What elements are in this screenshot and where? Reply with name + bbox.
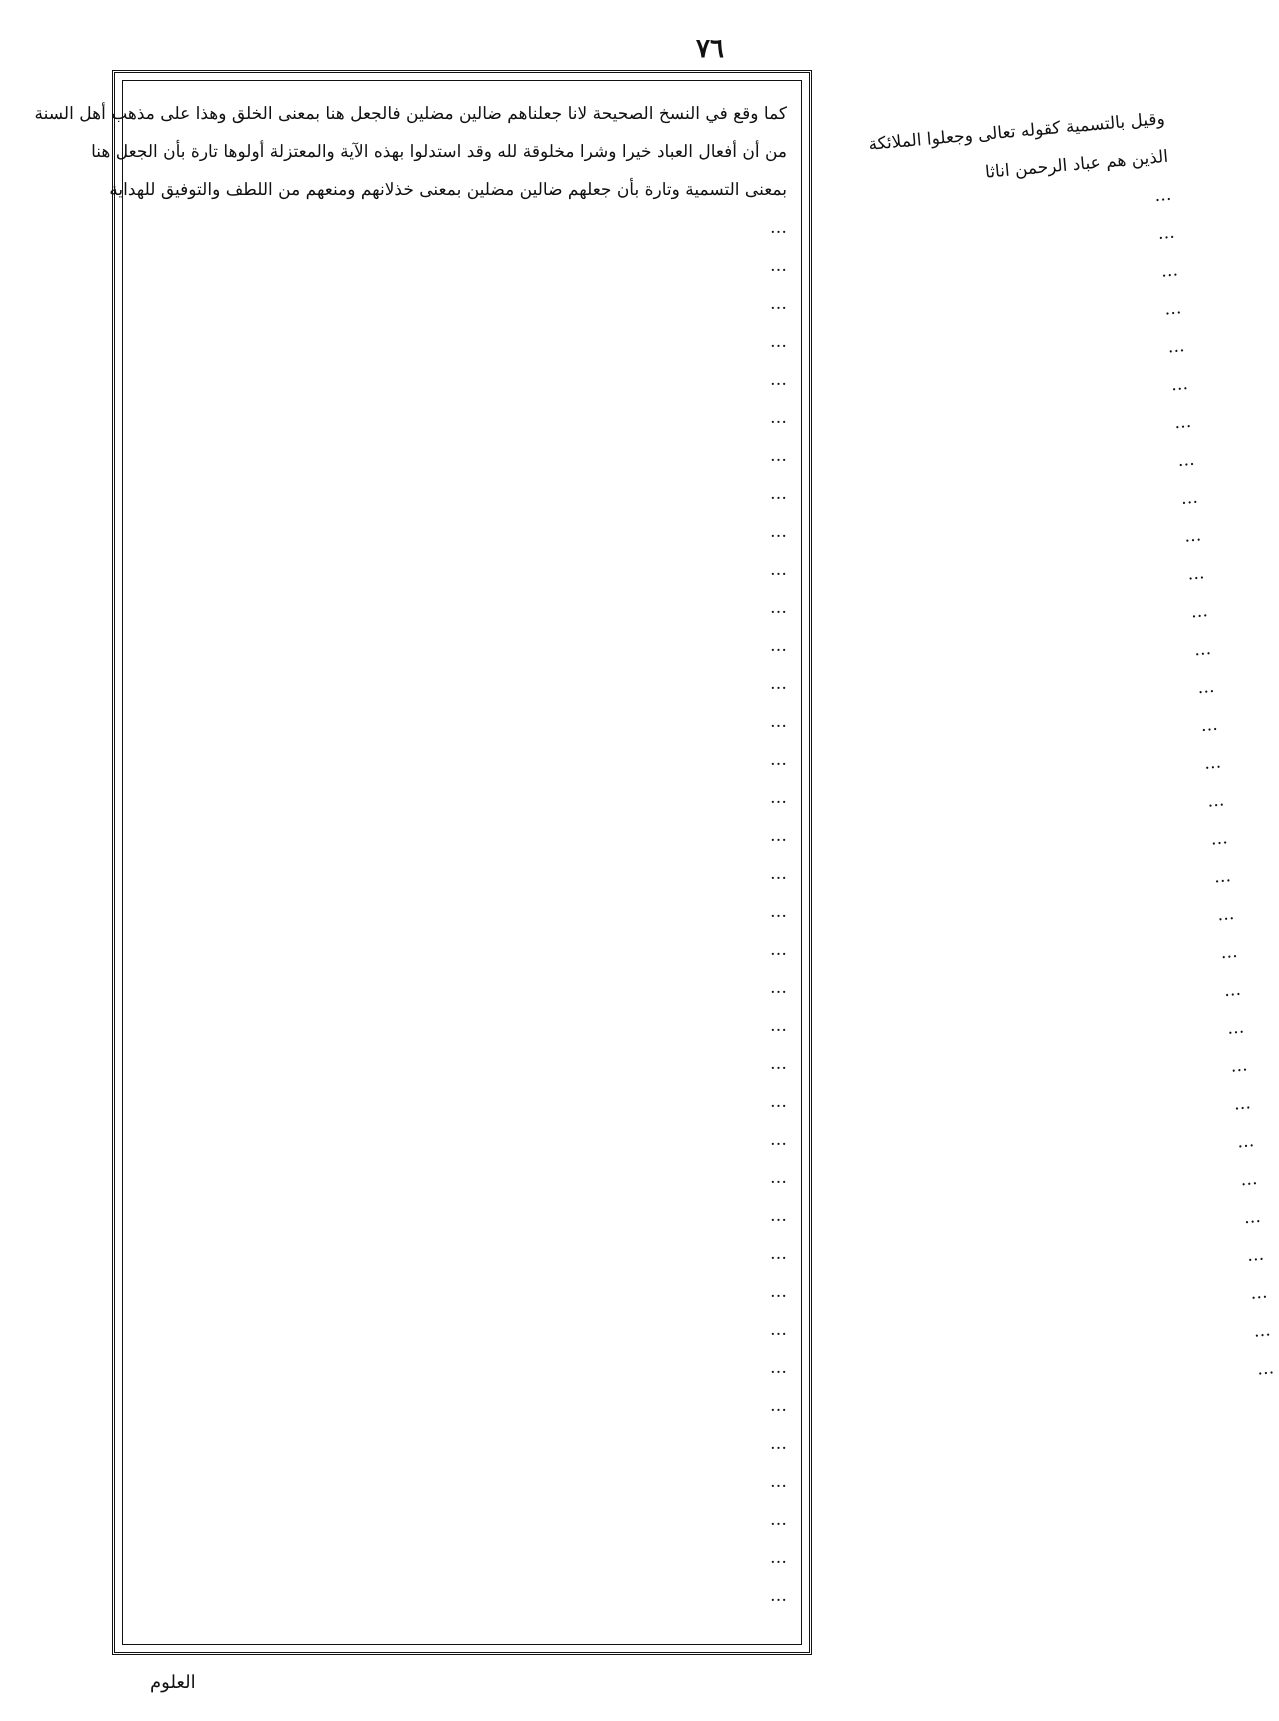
margin-text-line: … [1179,487,1199,509]
main-text-line: … [770,1320,787,1340]
margin-text-line: … [1189,601,1209,623]
main-text-line: … [770,712,787,732]
margin-text-line: … [1216,903,1236,926]
main-text-line: … [770,256,787,276]
margin-text-line: … [1193,638,1212,661]
margin-text-line: … [1256,1358,1275,1380]
margin-text-line: … [1249,1282,1269,1304]
main-text-line: … [770,1168,787,1188]
main-text-line: كما وقع في النسخ الصحيحة لانا جعلناهم ضالين مضلين فالجعل هنا بمعنى الخلق وهذا على مذهب أهل السنة [34,104,787,124]
main-text-line: … [770,636,787,656]
main-text-line: … [770,1472,787,1492]
main-text-line: … [770,1244,787,1264]
main-text-line: … [770,1206,787,1226]
main-text-line: … [770,294,787,314]
margin-text-line: … [1229,1055,1249,1077]
main-text-line: … [770,408,787,428]
main-text-line: … [770,522,787,542]
main-text-line: … [770,826,787,846]
margin-text-line: … [1219,941,1239,964]
main-text-block [34,95,787,1630]
main-text-line: … [770,446,787,466]
margin-text-line: … [1203,752,1222,774]
margin-text-line: … [1156,222,1176,244]
main-text-frame [34,70,812,1655]
main-text-line: … [770,1586,787,1606]
main-text-line: … [770,1054,787,1074]
main-text-line: … [770,1510,787,1530]
margin-text-line: … [1236,1131,1255,1153]
margin-text-line: وقيل بالتسمية كقوله تعالى وجعلوا الملائكة [867,108,1166,155]
margin-text-line: الذين هم عباد الرحمن اناثا [984,146,1169,183]
main-text-line: بمعنى التسمية وتارة بأن جعلهم ضالين مضلين بمعنى خذلانهم ومنعهم من اللطف والتوفيق للهداية [109,180,787,200]
margin-text-line: … [1199,714,1219,737]
margin-text-line: … [1160,260,1179,282]
margin-text-line: … [1170,373,1189,396]
margin-text-line: … [1226,1017,1246,1039]
main-text-line: … [770,940,787,960]
margin-text-line: … [1246,1244,1265,1267]
main-text-line: … [770,1358,787,1378]
margin-text-line: … [1173,411,1193,434]
main-text-line: من أن أفعال العباد خيرا وشرا مخلوقة لله وقد استدلوا بهذه الآية والمعتزلة أولوها تارة بأن الجعل هنا [91,142,787,162]
margin-text-line: … [1223,979,1242,1002]
margin-text-line: … [1213,866,1232,888]
main-text-line: … [770,1130,787,1150]
margin-text-line: … [1153,184,1173,207]
main-text-line: … [770,1282,787,1302]
margin-commentary [829,100,1279,1454]
margin-text-line: … [1209,828,1229,850]
margin-text-line: … [1239,1168,1259,1191]
margin-text-line: … [1232,1093,1252,1115]
main-text-line: … [770,674,787,694]
main-text-line: … [770,332,787,352]
margin-text-line: … [1252,1320,1272,1342]
main-text-line: … [770,788,787,808]
margin-text-line: … [1176,449,1196,472]
margin-text-line: … [1196,676,1216,699]
main-text-line: … [770,484,787,504]
main-text-line: … [770,1092,787,1112]
main-text-line: … [770,218,787,238]
main-text-line: … [770,864,787,884]
main-text-line: … [770,902,787,922]
main-text-line: … [770,598,787,618]
margin-text-line: … [1206,790,1226,812]
margin-text-line: … [1183,525,1202,547]
page-number: ٧٦ [696,34,724,64]
main-text-line: … [770,750,787,770]
main-text-line: … [770,1548,787,1568]
catchword: العلوم [150,1672,196,1693]
margin-text-line: … [1166,336,1186,358]
main-text-line: … [770,1016,787,1036]
margin-text-line: … [1242,1206,1262,1229]
main-text-line: … [770,1434,787,1454]
margin-text-line: … [1186,563,1206,585]
main-text-line: … [770,370,787,390]
main-text-line: … [770,560,787,580]
margin-text-line: … [1163,298,1183,320]
main-text-line: … [770,978,787,998]
main-text-line: … [770,1396,787,1416]
